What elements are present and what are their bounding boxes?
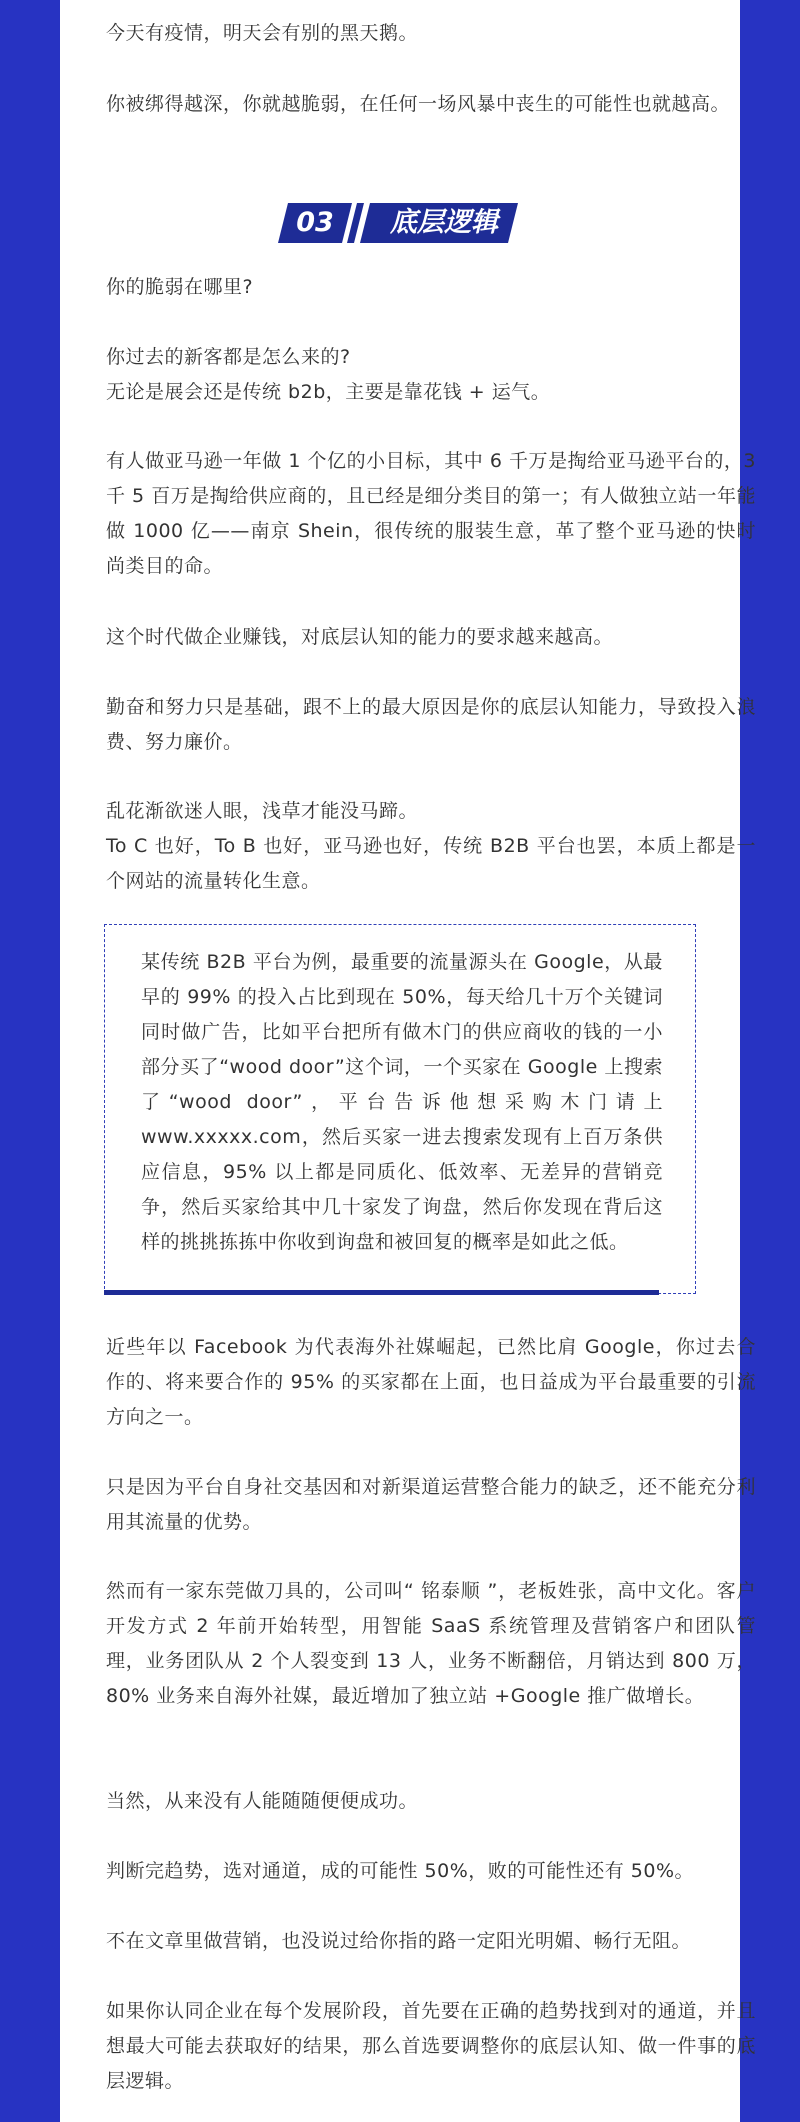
quote-accent-bar <box>104 1290 659 1295</box>
section-paragraph-block-2 <box>106 340 756 410</box>
after-quote-block-3 <box>106 1574 756 1714</box>
section-paragraph: 你过去的新客都是怎么来的? <box>106 346 351 368</box>
after-quote-paragraph: 判断完趋势，选对通道，成的可能性 50%，败的可能性还有 50%。 <box>106 1860 695 1882</box>
after-quote-paragraph: 然而有一家东莞做刀具的，公司叫“ 铭泰顺 ”，老板姓张，高中文化。客户开发方式 2 年前开始转型，用智能 SaaS 系统管理及营销客户和团队管理，业务团队从 2 个人裂变到 13 人，业务不断翻倍，月销达到 800 万，80% 业务来自海外社媒，最近增加了独立站 +Google 推广做增长。 <box>106 1580 756 1707</box>
quote-box <box>104 924 696 1294</box>
section-paragraph: 无论是展会还是传统 b2b，主要是靠花钱 + 运气。 <box>106 381 551 403</box>
section-paragraph-block-4 <box>106 620 756 655</box>
intro-paragraph-2: 你被绑得越深，你就越脆弱，在任何一场风暴中丧生的可能性也就越高。 <box>106 93 731 115</box>
section-paragraph: 这个时代做企业赚钱，对底层认知的能力的要求越来越高。 <box>106 626 614 648</box>
after-quote-paragraph: 不在文章里做营销，也没说过给你指的路一定阳光明媚、畅行无阻。 <box>106 1930 692 1952</box>
after-quote-paragraph: 近些年以 Facebook 为代表海外社媒崛起，已然比肩 Google，你过去合作的、将来要合作的 95% 的买家都在上面，也日益成为平台最重要的引流方向之一。 <box>106 1336 756 1428</box>
after-quote-block-1 <box>106 1330 756 1435</box>
section-paragraph-block-3 <box>106 444 756 584</box>
section-number: 03 <box>296 207 334 238</box>
after-quote-paragraph: 当然，从来没有人能随随便便成功。 <box>106 1790 419 1812</box>
intro-block <box>106 16 756 51</box>
section-paragraph-block-6 <box>106 794 756 899</box>
after-quote-paragraph: 如果你认同企业在每个发展阶段，首先要在正确的趋势找到对的通道，并且想最大可能去获取好的结果，那么首选要调整你的底层认知、做一件事的底层逻辑。 <box>106 2000 756 2092</box>
after-quote-block-5 <box>106 1854 756 1889</box>
section-heading <box>60 201 740 245</box>
section-paragraph: 有人做亚马逊一年做 1 个亿的小目标，其中 6 千万是掏给亚马逊平台的，3 千 5 百万是掏给供应商的，且已经是细分类目的第一；有人做独立站一年能做 1000 亿——南京 Shein，很传统的服装生意，革了整个亚马逊的快时尚类目的命。 <box>106 450 756 577</box>
intro-paragraph-1: 今天有疫情，明天会有别的黑天鹅。 <box>106 22 419 44</box>
section-paragraph-block-5 <box>106 690 756 760</box>
section-title: 底层逻辑 <box>390 207 498 238</box>
section-paragraph: To C 也好，To B 也好，亚马逊也好，传统 B2B 平台也罢，本质上都是一个网站的流量转化生意。 <box>106 835 756 892</box>
quote-paragraph: 某传统 B2B 平台为例，最重要的流量源头在 Google，从最早的 99% 的投入占比到现在 50%，每天给几十万个关键词同时做广告，比如平台把所有做木门的供应商收的钱的一小部分买了“wood door”这个词，一个买家在 Google 上搜索了“wood door”，平台告诉他想采购木门请上 www.xxxxx.com，然后买家一进去搜索发现有上百万条供应信息，95% 以上都是同质化、低效率、无差异的营销竞争，然后买家给其中几十家发了询盘，然后你发现在背后这样的挑挑拣拣中你收到询盘和被回复的概率是如此之低。 <box>141 951 663 1253</box>
after-quote-paragraph: 只是因为平台自身社交基因和对新渠道运营整合能力的缺乏，还不能充分利用其流量的优势。 <box>106 1476 756 1533</box>
section-paragraph: 你的脆弱在哪里? <box>106 276 254 298</box>
after-quote-block-6 <box>106 1924 756 1959</box>
section-paragraph: 勤奋和努力只是基础，跟不上的最大原因是你的底层认知能力，导致投入浪费、努力廉价。 <box>106 696 756 753</box>
after-quote-block-4 <box>106 1784 756 1819</box>
section-paragraph-block-1 <box>106 270 756 305</box>
after-quote-block-7 <box>106 1994 756 2099</box>
quote-text-block <box>141 945 663 1260</box>
after-quote-block-2 <box>106 1470 756 1540</box>
article-page <box>60 0 756 2122</box>
section-paragraph: 乱花渐欲迷人眼，浅草才能没马蹄。 <box>106 800 419 822</box>
intro-block-2 <box>106 87 756 122</box>
